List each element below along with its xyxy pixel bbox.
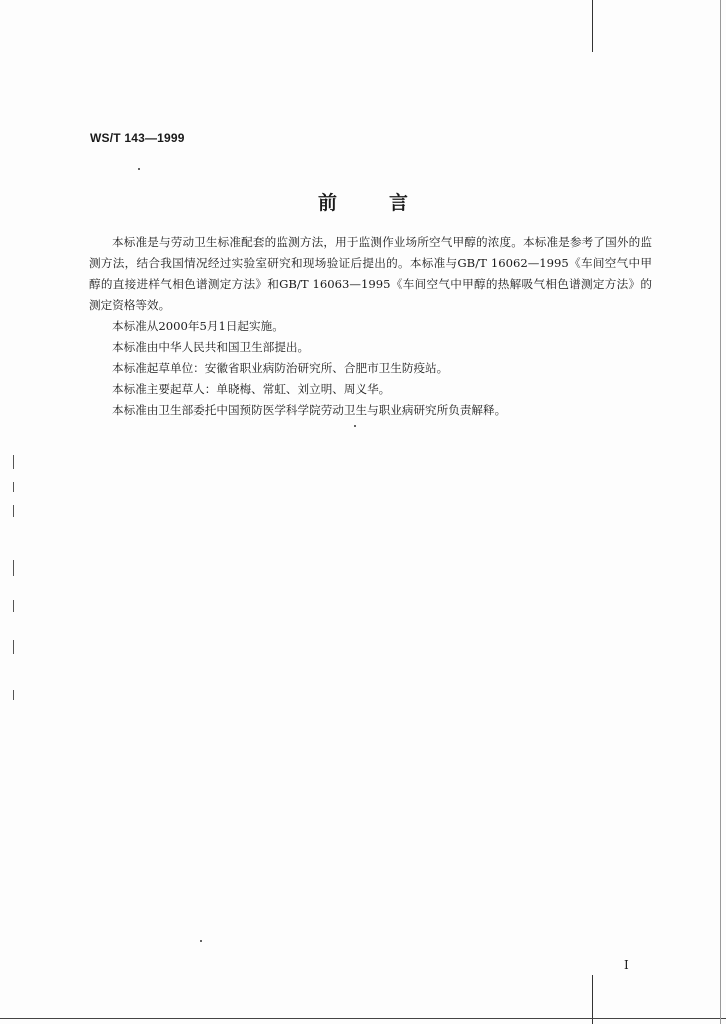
document-code: WS/T 143—1999 xyxy=(90,131,185,145)
preface-body xyxy=(89,232,652,421)
scan-speck xyxy=(200,940,202,942)
scan-speck xyxy=(354,425,356,427)
paragraph: 本标准起草单位：安徽省职业病防治研究所、合肥市卫生防疫站。 xyxy=(112,361,449,375)
paragraph: 本标准从2000年5月1日起实施。 xyxy=(112,319,284,333)
paragraph: 本标准是与劳动卫生标准配套的监测方法，用于监测作业场所空气甲醇的浓度。本标准是参考了国外的监测方法，结合我国情况经过实验室研究和现场验证后提出的。本标准与GB/T 16062—1995《车间空气中甲醇的直接进样气相色谱测定方法》和GB/T 16063—1995《车间空气中甲醇的热解吸气相色谱测定方法》的测定资格等效。 xyxy=(89,235,652,312)
binding-mark xyxy=(13,482,14,492)
crop-line-right-edge xyxy=(720,0,721,1024)
binding-mark xyxy=(13,690,14,700)
paragraph: 本标准由卫生部委托中国预防医学科学院劳动卫生与职业病研究所负责解释。 xyxy=(112,403,507,417)
scan-speck xyxy=(138,168,140,170)
binding-mark xyxy=(13,600,14,612)
paragraph: 本标准由中华人民共和国卫生部提出。 xyxy=(112,340,310,354)
binding-mark xyxy=(13,560,14,576)
binding-mark xyxy=(13,640,14,654)
crop-mark-bottom xyxy=(592,975,593,1024)
binding-mark xyxy=(13,455,14,469)
binding-mark xyxy=(13,505,14,517)
crop-mark-top xyxy=(592,0,593,52)
page-number: I xyxy=(624,958,629,972)
paragraph: 本标准主要起草人：单晓梅、常虹、刘立明、周义华。 xyxy=(112,382,391,396)
crop-line-bottom xyxy=(0,1018,726,1019)
section-title: 前言 xyxy=(317,192,460,214)
